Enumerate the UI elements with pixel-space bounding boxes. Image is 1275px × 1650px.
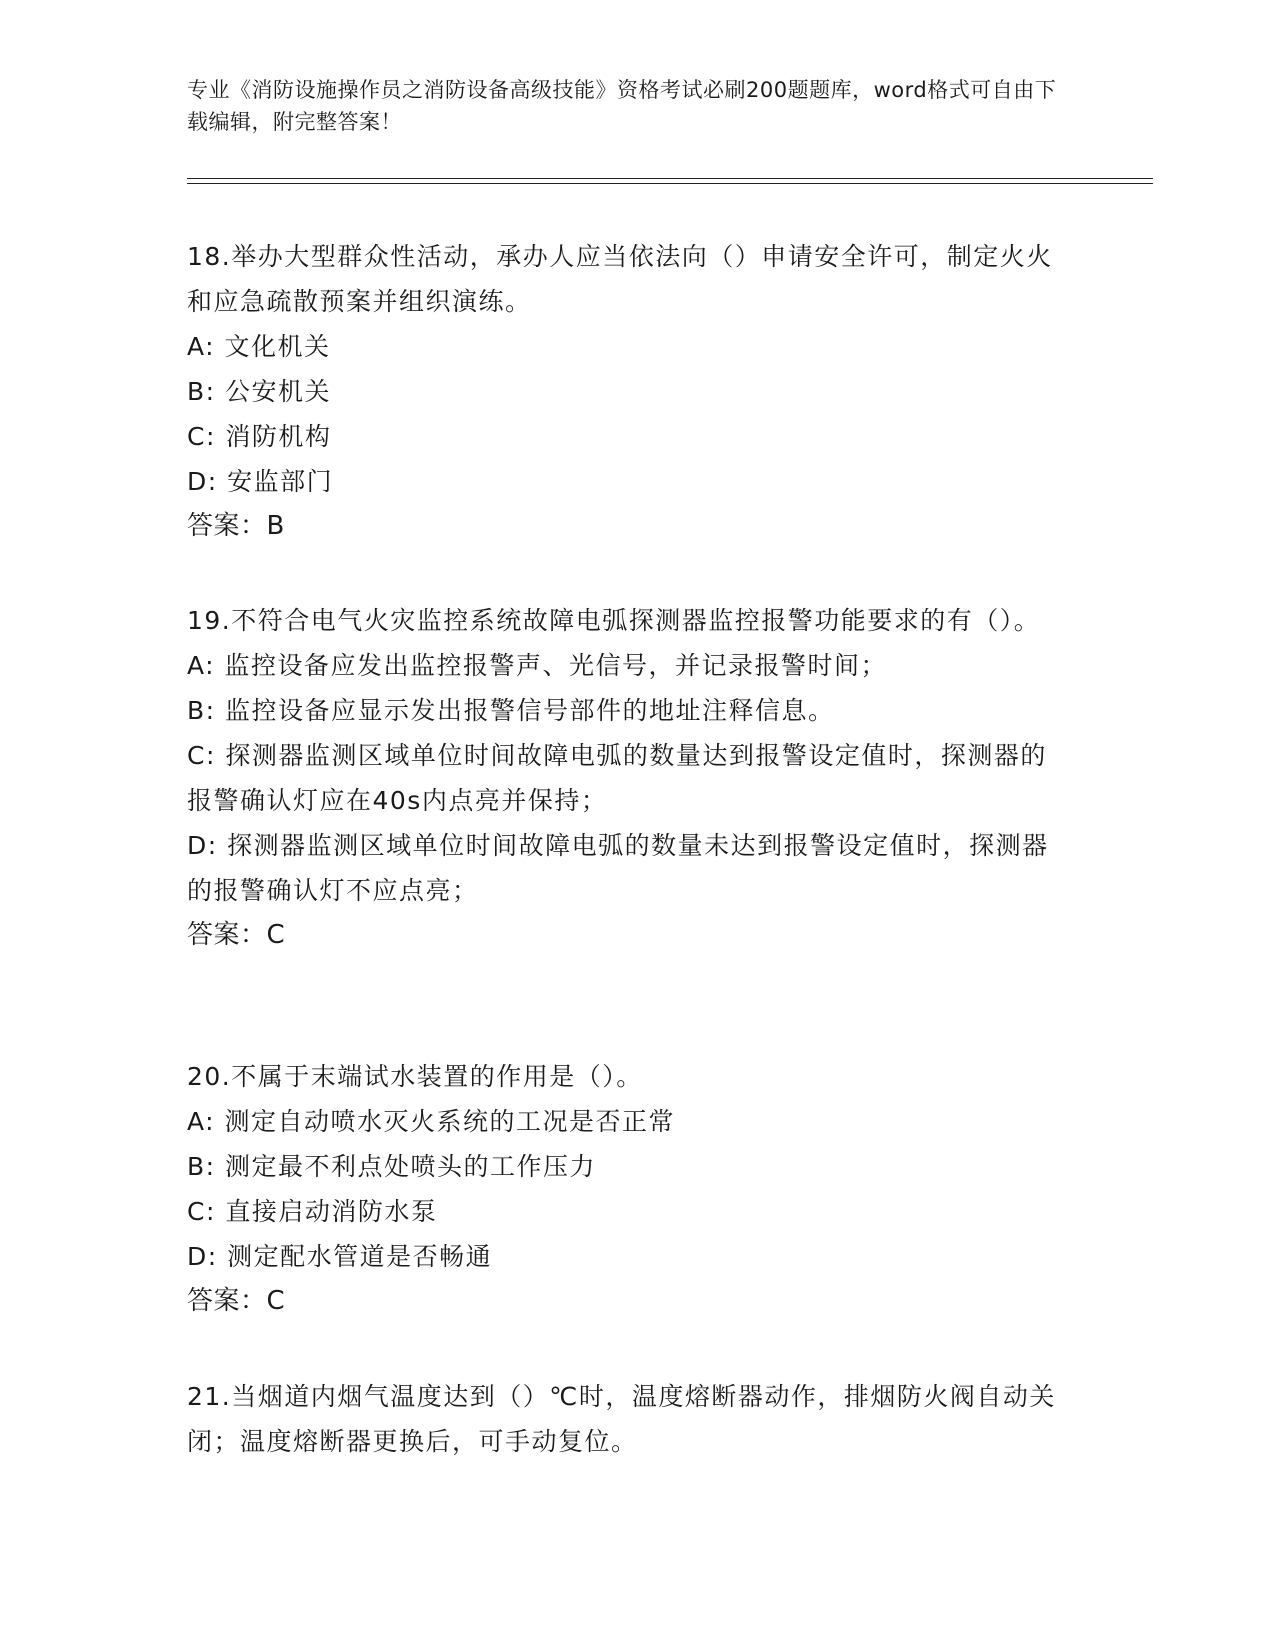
- question-stem: 19.不符合电气火灾监控系统故障电弧探测器监控报警功能要求的有（）。: [187, 606, 1041, 635]
- answer: 答案：C: [187, 1286, 286, 1316]
- question-21: [187, 1374, 1067, 1464]
- question-20: [187, 1054, 1067, 1324]
- question-19: [187, 598, 1067, 958]
- header-divider-bottom: [187, 183, 1153, 184]
- option-c: C: 直接启动消防水泵: [187, 1197, 438, 1226]
- question-stem: 18.举办大型群众性活动，承办人应当依法向（）申请安全许可，制定火火和应急疏散预案并组织演练。: [187, 242, 1053, 316]
- option-d: D: 探测器监测区域单位时间故障电弧的数量未达到报警设定值时，探测器的报警确认灯不应点亮；: [187, 831, 1049, 905]
- option-b: B: 监控设备应显示发出报警信号部件的地址注释信息。: [187, 696, 835, 725]
- option-d: D: 测定配水管道是否畅通: [187, 1242, 493, 1271]
- option-d: D: 安监部门: [187, 467, 334, 496]
- option-a: A: 文化机关: [187, 332, 331, 361]
- option-b: B: 公安机关: [187, 377, 332, 406]
- option-a: A: 测定自动喷水灭火系统的工况是否正常: [187, 1107, 676, 1136]
- answer: 答案：B: [187, 511, 285, 541]
- option-a: A: 监控设备应发出监控报警声、光信号，并记录报警时间；: [187, 651, 888, 680]
- answer: 答案：C: [187, 920, 286, 950]
- option-c: C: 探测器监测区域单位时间故障电弧的数量达到报警设定值时，探测器的报警确认灯应在40s内点亮并保持；: [187, 741, 1047, 815]
- option-b: B: 测定最不利点处喷头的工作压力: [187, 1152, 597, 1181]
- question-stem: 21.当烟道内烟气温度达到（）℃时，温度熔断器动作，排烟防火阀自动关闭；温度熔断器更换后，可手动复位。: [187, 1382, 1056, 1456]
- header-divider-top: [187, 178, 1153, 179]
- option-c: C: 消防机构: [187, 422, 332, 451]
- document-header: 专业《消防设施操作员之消防设备高级技能》资格考试必刷200题题库，word格式可自由下载编辑，附完整答案！: [187, 78, 1057, 134]
- question-18: [187, 234, 1067, 549]
- question-stem: 20.不属于末端试水装置的作用是（）。: [187, 1062, 643, 1091]
